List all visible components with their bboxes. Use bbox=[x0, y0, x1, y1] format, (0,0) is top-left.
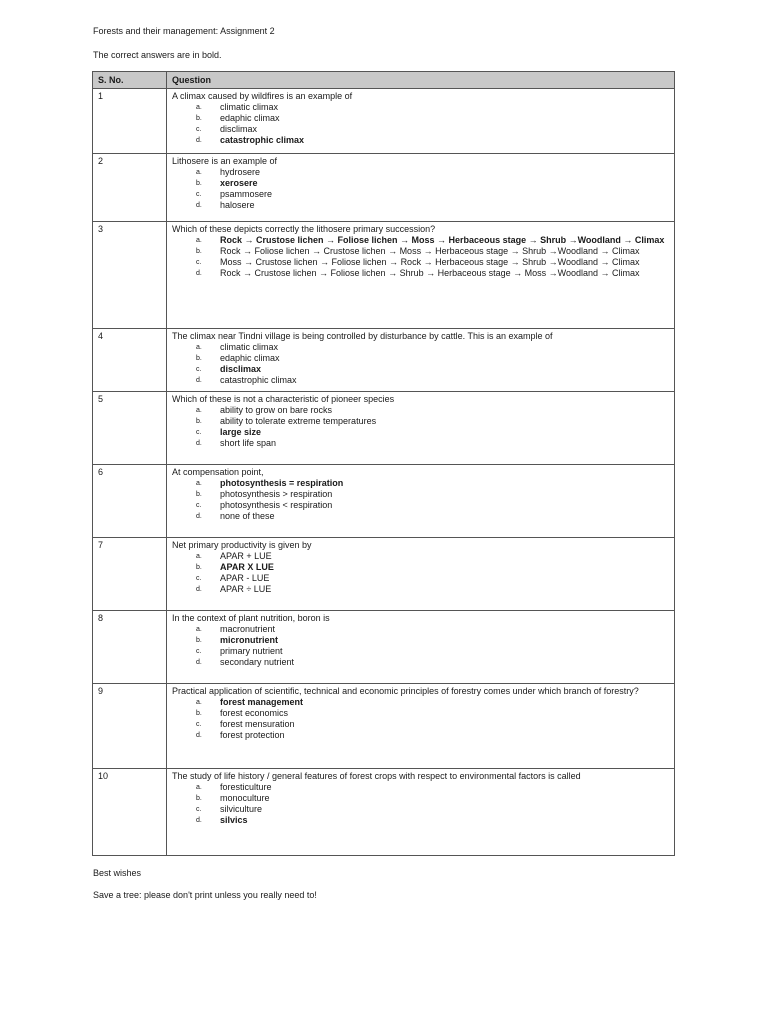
answer-option bbox=[172, 584, 669, 595]
table-header-row bbox=[93, 72, 675, 89]
question-row bbox=[93, 611, 675, 684]
option-letter: d. bbox=[196, 817, 202, 824]
option-text: short life span bbox=[220, 438, 277, 448]
option-text: catastrophic climax bbox=[220, 375, 297, 385]
questions-table bbox=[92, 71, 675, 856]
answer-option bbox=[172, 113, 669, 124]
document-title: Forests and their management: Assignment 2 bbox=[93, 26, 275, 36]
option-letter: b. bbox=[196, 418, 202, 425]
option-letter: b. bbox=[196, 491, 202, 498]
option-text: hydrosere bbox=[220, 167, 261, 177]
answer-option bbox=[172, 135, 669, 146]
option-text: xerosere bbox=[220, 178, 258, 188]
option-letter: b. bbox=[196, 795, 202, 802]
answer-option bbox=[172, 562, 669, 573]
option-text: ability to tolerate extreme temperatures bbox=[220, 416, 377, 426]
option-letter: a. bbox=[196, 553, 202, 560]
option-text: APAR + LUE bbox=[220, 551, 272, 561]
option-letter: b. bbox=[196, 710, 202, 717]
answer-option bbox=[172, 364, 669, 375]
option-letter: c. bbox=[196, 806, 202, 813]
option-text: micronutrient bbox=[220, 635, 279, 645]
question-row bbox=[93, 465, 675, 538]
question-text: In the context of plant nutrition, boron is bbox=[172, 613, 330, 623]
option-text: psammosere bbox=[220, 189, 273, 199]
option-text: silviculture bbox=[220, 804, 263, 814]
option-letter: d. bbox=[196, 586, 202, 593]
question-cell bbox=[167, 392, 675, 465]
question-row bbox=[93, 769, 675, 856]
answer-option bbox=[172, 189, 669, 200]
answer-option bbox=[172, 200, 669, 211]
question-text: Lithosere is an example of bbox=[172, 156, 278, 166]
option-letter: b. bbox=[196, 248, 202, 255]
question-text: A climax caused by wildfires is an example of bbox=[172, 91, 353, 101]
question-cell bbox=[167, 465, 675, 538]
option-text: catastrophic climax bbox=[220, 135, 305, 145]
answer-option bbox=[172, 478, 669, 489]
option-letter: d. bbox=[196, 377, 202, 384]
option-letter: a. bbox=[196, 344, 202, 351]
option-letter: b. bbox=[196, 115, 202, 122]
option-text: photosynthesis < respiration bbox=[220, 500, 333, 510]
question-text: Practical application of scientific, technical and economic principles of forestry comes under which branch of forestry? bbox=[172, 686, 639, 696]
option-letter: a. bbox=[196, 237, 202, 244]
option-letter: b. bbox=[196, 564, 202, 571]
header-question: Question bbox=[167, 72, 675, 89]
question-cell bbox=[167, 89, 675, 154]
option-text: APAR - LUE bbox=[220, 573, 270, 583]
question-row bbox=[93, 329, 675, 392]
footer-note: Save a tree: please don't print unless you really need to! bbox=[93, 890, 317, 900]
option-text: primary nutrient bbox=[220, 646, 283, 656]
header-sno: S. No. bbox=[93, 72, 167, 89]
answer-option bbox=[172, 782, 669, 793]
answer-option bbox=[172, 102, 669, 113]
question-cell bbox=[167, 154, 675, 222]
question-cell bbox=[167, 769, 675, 856]
question-cell bbox=[167, 222, 675, 329]
option-letter: c. bbox=[196, 648, 202, 655]
answer-option bbox=[172, 657, 669, 668]
option-text: APAR X LUE bbox=[220, 562, 274, 572]
question-number: 3 bbox=[93, 222, 167, 329]
option-letter: c. bbox=[196, 502, 202, 509]
option-letter: b. bbox=[196, 637, 202, 644]
option-text: ability to grow on bare rocks bbox=[220, 405, 333, 415]
answer-option bbox=[172, 342, 669, 353]
option-text: edaphic climax bbox=[220, 113, 280, 123]
option-text: edaphic climax bbox=[220, 353, 280, 363]
answer-option bbox=[172, 719, 669, 730]
option-text: monoculture bbox=[220, 793, 270, 803]
answer-option bbox=[172, 708, 669, 719]
question-text: The study of life history / general features of forest crops with respect to environmental factors is called bbox=[172, 771, 581, 781]
option-letter: d. bbox=[196, 732, 202, 739]
answer-option bbox=[172, 624, 669, 635]
option-text: Rock → Crustose lichen → Foliose lichen → Shrub → Herbaceous stage → Moss →Woodland → Climax bbox=[220, 268, 640, 278]
option-letter: b. bbox=[196, 355, 202, 362]
option-letter: a. bbox=[196, 104, 202, 111]
option-text: APAR ÷ LUE bbox=[220, 584, 272, 594]
option-text: forest management bbox=[220, 697, 304, 707]
answer-option bbox=[172, 167, 669, 178]
answer-option bbox=[172, 551, 669, 562]
option-text: halosere bbox=[220, 200, 255, 210]
option-letter: d. bbox=[196, 513, 202, 520]
question-number: 2 bbox=[93, 154, 167, 222]
footer-greeting: Best wishes bbox=[93, 868, 142, 878]
option-letter: c. bbox=[196, 259, 202, 266]
question-number: 5 bbox=[93, 392, 167, 465]
question-text: Which of these is not a characteristic of pioneer species bbox=[172, 394, 395, 404]
answer-option bbox=[172, 427, 669, 438]
answer-option bbox=[172, 635, 669, 646]
question-row bbox=[93, 392, 675, 465]
question-number: 8 bbox=[93, 611, 167, 684]
option-text: disclimax bbox=[220, 364, 262, 374]
answer-option bbox=[172, 416, 669, 427]
answer-option bbox=[172, 804, 669, 815]
question-text: Which of these depicts correctly the lithosere primary succession? bbox=[172, 224, 436, 234]
questions-body bbox=[93, 89, 675, 856]
answer-option bbox=[172, 246, 669, 257]
question-cell bbox=[167, 684, 675, 769]
document-subtitle: The correct answers are in bold. bbox=[93, 50, 222, 60]
answer-option bbox=[172, 353, 669, 364]
option-text: macronutrient bbox=[220, 624, 276, 634]
option-letter: c. bbox=[196, 191, 202, 198]
option-text: forest economics bbox=[220, 708, 289, 718]
option-text: Rock → Crustose lichen → Foliose lichen → Moss → Herbaceous stage → Shrub →Woodland → Climax bbox=[220, 235, 665, 245]
option-letter: a. bbox=[196, 407, 202, 414]
option-letter: b. bbox=[196, 180, 202, 187]
question-number: 6 bbox=[93, 465, 167, 538]
question-cell bbox=[167, 329, 675, 392]
question-row bbox=[93, 538, 675, 611]
answer-option bbox=[172, 815, 669, 826]
option-text: silvics bbox=[220, 815, 248, 825]
option-text: foresticulture bbox=[220, 782, 272, 792]
option-text: forest protection bbox=[220, 730, 285, 740]
question-text: The climax near Tindni village is being controlled by disturbance by cattle. This is an example of bbox=[172, 331, 553, 341]
answer-option bbox=[172, 697, 669, 708]
option-letter: c. bbox=[196, 721, 202, 728]
question-text: At compensation point, bbox=[172, 467, 264, 477]
answer-option bbox=[172, 178, 669, 189]
option-letter: d. bbox=[196, 440, 202, 447]
question-number: 1 bbox=[93, 89, 167, 154]
answer-option bbox=[172, 730, 669, 741]
option-text: large size bbox=[220, 427, 262, 437]
question-number: 4 bbox=[93, 329, 167, 392]
question-row bbox=[93, 222, 675, 329]
question-cell bbox=[167, 611, 675, 684]
option-letter: a. bbox=[196, 480, 202, 487]
question-number: 9 bbox=[93, 684, 167, 769]
option-text: secondary nutrient bbox=[220, 657, 295, 667]
question-text: Net primary productivity is given by bbox=[172, 540, 312, 550]
answer-option bbox=[172, 489, 669, 500]
answer-option bbox=[172, 511, 669, 522]
answer-option bbox=[172, 405, 669, 416]
question-row bbox=[93, 154, 675, 222]
option-letter: a. bbox=[196, 626, 202, 633]
option-letter: d. bbox=[196, 659, 202, 666]
question-row bbox=[93, 684, 675, 769]
option-text: forest mensuration bbox=[220, 719, 295, 729]
option-letter: d. bbox=[196, 202, 202, 209]
answer-option bbox=[172, 500, 669, 511]
option-letter: d. bbox=[196, 137, 202, 144]
option-letter: a. bbox=[196, 169, 202, 176]
answer-option bbox=[172, 375, 669, 386]
answer-option bbox=[172, 268, 669, 279]
answer-option bbox=[172, 573, 669, 584]
option-text: climatic climax bbox=[220, 342, 279, 352]
option-letter: d. bbox=[196, 270, 202, 277]
option-letter: c. bbox=[196, 575, 202, 582]
option-letter: a. bbox=[196, 784, 202, 791]
answer-option bbox=[172, 124, 669, 135]
option-text: Rock → Foliose lichen → Crustose lichen → Moss → Herbaceous stage → Shrub →Woodland → Climax bbox=[220, 246, 640, 256]
option-letter: c. bbox=[196, 429, 202, 436]
answer-option bbox=[172, 235, 669, 246]
question-number: 10 bbox=[93, 769, 167, 856]
answer-option bbox=[172, 646, 669, 657]
question-cell bbox=[167, 538, 675, 611]
question-row bbox=[93, 89, 675, 154]
answer-option bbox=[172, 257, 669, 268]
option-text: climatic climax bbox=[220, 102, 279, 112]
question-number: 7 bbox=[93, 538, 167, 611]
option-text: Moss → Crustose lichen → Foliose lichen → Rock → Herbaceous stage → Shrub →Woodland → Climax bbox=[220, 257, 640, 267]
option-text: disclimax bbox=[220, 124, 258, 134]
answer-option bbox=[172, 438, 669, 449]
option-text: none of these bbox=[220, 511, 275, 521]
answer-option bbox=[172, 793, 669, 804]
option-text: photosynthesis > respiration bbox=[220, 489, 333, 499]
option-letter: c. bbox=[196, 126, 202, 133]
option-text: photosynthesis = respiration bbox=[220, 478, 344, 488]
option-letter: a. bbox=[196, 699, 202, 706]
option-letter: c. bbox=[196, 366, 202, 373]
